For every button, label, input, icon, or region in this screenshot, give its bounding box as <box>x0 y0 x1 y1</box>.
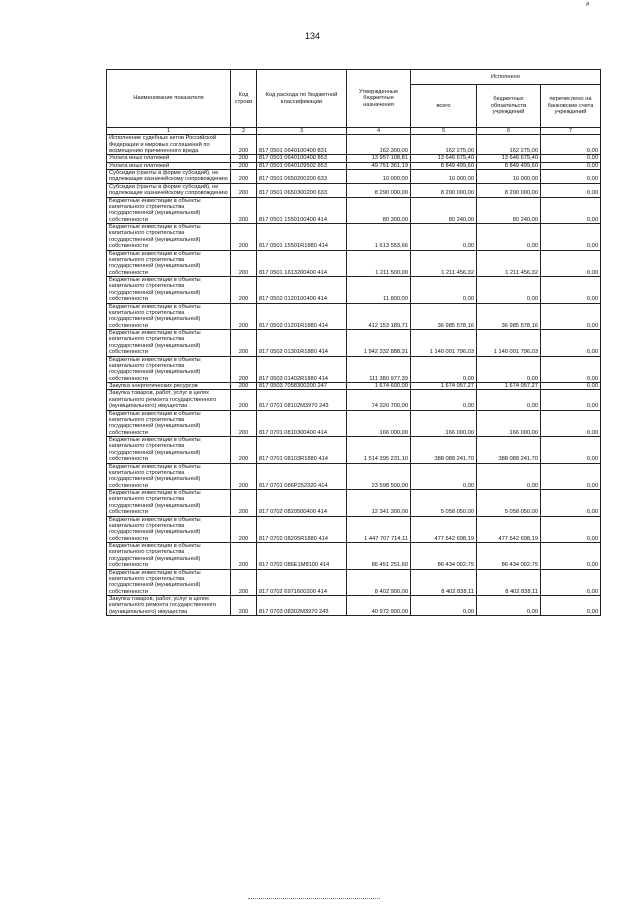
row-line-code: 200 <box>231 135 257 155</box>
row-approved-amount: 412 153 189,71 <box>347 303 411 330</box>
row-executed-transferred: 0,00 <box>541 356 601 383</box>
row-line-code: 200 <box>231 303 257 330</box>
table-row <box>107 490 601 517</box>
table-row <box>107 383 601 390</box>
row-executed-total: 388 088 241,70 <box>411 437 477 464</box>
row-executed-transferred: 0,00 <box>541 383 601 390</box>
header-approved: Утвержденные бюджетные назначения <box>347 70 411 128</box>
row-executed-obligations: 13 646 675,40 <box>477 155 541 162</box>
row-name: Закупка товаров, работ, услуг в целях капитального ремонта государственного (муниципального) имущества <box>107 390 231 410</box>
row-executed-total: 0,00 <box>411 277 477 304</box>
row-executed-obligations: 0,00 <box>477 463 541 490</box>
row-classification-code: 817 0502 0120100400 414 <box>257 277 347 304</box>
table-row <box>107 170 601 184</box>
row-executed-total: 0,00 <box>411 596 477 616</box>
table-body <box>107 135 601 616</box>
row-name: Уплата иных платежей <box>107 162 231 169</box>
column-number: 3 <box>257 128 347 135</box>
row-executed-transferred: 0,00 <box>541 250 601 277</box>
row-line-code: 200 <box>231 410 257 437</box>
row-executed-total: 166 000,00 <box>411 410 477 437</box>
row-executed-obligations: 8 290 000,00 <box>477 183 541 197</box>
row-name: Бюджетные инвестиции в объекты капитального строительства государственной (муниципальной) собственности <box>107 303 231 330</box>
table-row <box>107 303 601 330</box>
row-executed-transferred: 0,00 <box>541 277 601 304</box>
table-row <box>107 569 601 596</box>
table-row <box>107 135 601 155</box>
row-executed-total: 8 402 838,11 <box>411 569 477 596</box>
row-executed-total: 36 985 578,16 <box>411 303 477 330</box>
scan-artifact-line <box>248 898 380 899</box>
row-classification-code: 817 0501 1613200400 414 <box>257 250 347 277</box>
row-executed-transferred: 0,00 <box>541 410 601 437</box>
row-executed-transferred: 0,00 <box>541 490 601 517</box>
row-line-code: 200 <box>231 162 257 169</box>
row-name: Бюджетные инвестиции в объекты капитального строительства государственной (муниципальной) собственности <box>107 516 231 543</box>
row-approved-amount: 13 957 108,81 <box>347 155 411 162</box>
header-total: всего <box>411 85 477 128</box>
header-line-code: Код строки <box>231 70 257 128</box>
row-classification-code: 817 0701 0810300400 414 <box>257 410 347 437</box>
table-row <box>107 162 601 169</box>
row-line-code: 200 <box>231 183 257 197</box>
row-name: Бюджетные инвестиции в объекты капитального строительства государственной (муниципальной) собственности <box>107 277 231 304</box>
table-row <box>107 183 601 197</box>
row-classification-code: 817 0501 0640100400 853 <box>257 155 347 162</box>
row-executed-transferred: 0,00 <box>541 155 601 162</box>
column-number: 4 <box>347 128 411 135</box>
row-line-code: 200 <box>231 356 257 383</box>
row-executed-total: 5 058 050,00 <box>411 490 477 517</box>
row-line-code: 200 <box>231 170 257 184</box>
row-name: Закупка товаров, работ, услуг в целях капитального ремонта государственного (муниципального) имущества <box>107 596 231 616</box>
row-name: Бюджетные инвестиции в объекты капитального строительства государственной (муниципальной) собственности <box>107 437 231 464</box>
row-line-code: 200 <box>231 463 257 490</box>
row-executed-total: 0,00 <box>411 463 477 490</box>
row-executed-obligations: 477 542 698,19 <box>477 516 541 543</box>
row-executed-total: 10 000,00 <box>411 170 477 184</box>
page-number: 134 <box>304 31 321 41</box>
row-executed-total: 1 140 001 796,03 <box>411 330 477 357</box>
row-executed-obligations: 0,00 <box>477 596 541 616</box>
row-executed-transferred: 0,00 <box>541 463 601 490</box>
row-approved-amount: 8 290 000,00 <box>347 183 411 197</box>
table-row <box>107 390 601 410</box>
row-executed-total: 86 434 002,75 <box>411 543 477 570</box>
row-executed-total: 8 849 499,60 <box>411 162 477 169</box>
row-name: Бюджетные инвестиции в объекты капитального строительства государственной (муниципальной) собственности <box>107 569 231 596</box>
row-executed-total: 0,00 <box>411 390 477 410</box>
row-executed-total: 1 211 456,32 <box>411 250 477 277</box>
row-approved-amount: 74 320 700,00 <box>347 390 411 410</box>
row-executed-obligations: 10 000,00 <box>477 170 541 184</box>
row-classification-code: 817 0503 01402R1880 414 <box>257 356 347 383</box>
row-name: Бюджетные инвестиции в объекты капитального строительства государственной (муниципальной) собственности <box>107 463 231 490</box>
row-approved-amount: 166 000,00 <box>347 410 411 437</box>
row-line-code: 200 <box>231 437 257 464</box>
row-name: Бюджетные инвестиции в объекты капитального строительства государственной (муниципальной) собственности <box>107 330 231 357</box>
row-executed-obligations: 5 058 050,00 <box>477 490 541 517</box>
row-approved-amount: 40 972 900,00 <box>347 596 411 616</box>
row-executed-transferred: 0,00 <box>541 183 601 197</box>
row-executed-total: 0,00 <box>411 356 477 383</box>
row-line-code: 200 <box>231 250 257 277</box>
row-executed-total: 0,00 <box>411 224 477 251</box>
row-line-code: 200 <box>231 543 257 570</box>
column-number: 7 <box>541 128 601 135</box>
row-classification-code: 817 0702 08205R1880 414 <box>257 516 347 543</box>
row-approved-amount: 23 598 500,00 <box>347 463 411 490</box>
row-executed-transferred: 0,00 <box>541 596 601 616</box>
row-classification-code: 817 0501 0650300200 633 <box>257 183 347 197</box>
table-row <box>107 224 601 251</box>
row-approved-amount: 1 613 553,66 <box>347 224 411 251</box>
table-row <box>107 463 601 490</box>
row-line-code: 200 <box>231 277 257 304</box>
corner-mark: # <box>586 2 590 8</box>
row-executed-transferred: 0,00 <box>541 569 601 596</box>
row-classification-code: 817 0702 086E1M8100 414 <box>257 543 347 570</box>
row-classification-code: 817 0503 7058300200 247 <box>257 383 347 390</box>
table-row <box>107 596 601 616</box>
row-executed-obligations: 80 240,00 <box>477 197 541 224</box>
row-executed-obligations: 36 985 578,16 <box>477 303 541 330</box>
row-line-code: 200 <box>231 490 257 517</box>
row-classification-code: 817 0501 0640109502 853 <box>257 162 347 169</box>
header-classification: Код расхода по бюджетной классификации <box>257 70 347 128</box>
row-approved-amount: 1 211 500,00 <box>347 250 411 277</box>
row-executed-transferred: 0,00 <box>541 437 601 464</box>
column-number: 2 <box>231 128 257 135</box>
row-executed-transferred: 0,00 <box>541 543 601 570</box>
header-bank-accounts: перечислено на банковские счета учреждений <box>541 85 601 128</box>
row-executed-obligations: 0,00 <box>477 224 541 251</box>
row-approved-amount: 86 451 251,60 <box>347 543 411 570</box>
row-name: Закупка энергетических ресурсов <box>107 383 231 390</box>
row-executed-total: 13 646 675,40 <box>411 155 477 162</box>
row-classification-code: 817 0501 15501R1880 414 <box>257 224 347 251</box>
row-name: Бюджетные инвестиции в объекты капитального строительства государственной (муниципальной) собственности <box>107 356 231 383</box>
row-executed-obligations: 166 000,00 <box>477 410 541 437</box>
row-approved-amount: 162 300,00 <box>347 135 411 155</box>
row-executed-transferred: 0,00 <box>541 170 601 184</box>
row-name: Бюджетные инвестиции в объекты капитального строительства государственной (муниципальной) собственности <box>107 250 231 277</box>
row-executed-obligations: 0,00 <box>477 277 541 304</box>
row-executed-obligations: 1 140 001 796,03 <box>477 330 541 357</box>
table-row <box>107 437 601 464</box>
row-approved-amount: 1 447 707 714,11 <box>347 516 411 543</box>
row-executed-obligations: 8 849 499,60 <box>477 162 541 169</box>
row-executed-transferred: 0,00 <box>541 162 601 169</box>
row-classification-code: 817 0502 01301R1880 414 <box>257 330 347 357</box>
row-line-code: 200 <box>231 596 257 616</box>
row-line-code: 200 <box>231 155 257 162</box>
row-approved-amount: 10 000,00 <box>347 170 411 184</box>
header-executed: Исполнено <box>411 70 601 85</box>
row-executed-obligations: 8 402 838,11 <box>477 569 541 596</box>
row-name: Бюджетные инвестиции в объекты капитального строительства государственной (муниципальной) собственности <box>107 543 231 570</box>
row-executed-total: 8 290 000,00 <box>411 183 477 197</box>
row-executed-obligations: 388 088 241,70 <box>477 437 541 464</box>
row-name: Бюджетные инвестиции в объекты капитального строительства государственной (муниципальной) собственности <box>107 224 231 251</box>
row-approved-amount: 1 942 332 888,31 <box>347 330 411 357</box>
row-executed-obligations: 86 434 002,75 <box>477 543 541 570</box>
row-line-code: 200 <box>231 569 257 596</box>
row-executed-transferred: 0,00 <box>541 197 601 224</box>
row-executed-obligations: 1 674 057,27 <box>477 383 541 390</box>
row-name: Бюджетные инвестиции в объекты капитального строительства государственной (муниципальной) собственности <box>107 410 231 437</box>
row-executed-transferred: 0,00 <box>541 390 601 410</box>
row-executed-transferred: 0,00 <box>541 516 601 543</box>
column-number: 5 <box>411 128 477 135</box>
row-executed-total: 477 542 698,19 <box>411 516 477 543</box>
table-row <box>107 197 601 224</box>
row-approved-amount: 111 380 977,39 <box>347 356 411 383</box>
row-approved-amount: 1 514 395 231,10 <box>347 437 411 464</box>
row-classification-code: 817 0502 01201R1880 414 <box>257 303 347 330</box>
table-row <box>107 330 601 357</box>
row-classification-code: 817 0702 6971600200 414 <box>257 569 347 596</box>
budget-execution-table <box>106 69 601 616</box>
row-approved-amount: 80 300,00 <box>347 197 411 224</box>
row-classification-code: 817 0701 086P252320 414 <box>257 463 347 490</box>
table-row <box>107 410 601 437</box>
header-obligations: бюджетных обязательств учреждений <box>477 85 541 128</box>
row-executed-transferred: 0,00 <box>541 330 601 357</box>
row-classification-code: 817 0701 08102М3970 243 <box>257 390 347 410</box>
header-name: Наименование показателя <box>107 70 231 128</box>
row-executed-obligations: 0,00 <box>477 356 541 383</box>
row-executed-obligations: 1 211 456,32 <box>477 250 541 277</box>
column-number: 1 <box>107 128 231 135</box>
row-executed-transferred: 0,00 <box>541 303 601 330</box>
row-approved-amount: 1 674 600,00 <box>347 383 411 390</box>
row-classification-code: 817 0501 0650200200 633 <box>257 170 347 184</box>
row-name: Бюджетные инвестиции в объекты капитального строительства государственной (муниципальной) собственности <box>107 490 231 517</box>
row-executed-transferred: 0,00 <box>541 135 601 155</box>
table-row <box>107 250 601 277</box>
row-name: Уплата иных платежей <box>107 155 231 162</box>
row-executed-transferred: 0,00 <box>541 224 601 251</box>
row-executed-obligations: 0,00 <box>477 390 541 410</box>
row-line-code: 200 <box>231 197 257 224</box>
row-classification-code: 817 0501 0640100400 831 <box>257 135 347 155</box>
row-name: Исполнение судебных актов Российской Федерации и мировых соглашений по возмещению причиненного вреда <box>107 135 231 155</box>
row-line-code: 200 <box>231 383 257 390</box>
row-classification-code: 817 0702 0820500400 414 <box>257 490 347 517</box>
row-executed-total: 162 275,00 <box>411 135 477 155</box>
row-executed-obligations: 162 275,00 <box>477 135 541 155</box>
row-line-code: 200 <box>231 390 257 410</box>
row-name: Бюджетные инвестиции в объекты капитального строительства государственной (муниципальной) собственности <box>107 197 231 224</box>
row-classification-code: 817 0701 08103R1880 414 <box>257 437 347 464</box>
table-row <box>107 277 601 304</box>
row-executed-total: 1 674 057,27 <box>411 383 477 390</box>
column-number: 6 <box>477 128 541 135</box>
row-line-code: 200 <box>231 224 257 251</box>
table-row <box>107 543 601 570</box>
row-executed-total: 80 240,00 <box>411 197 477 224</box>
row-approved-amount: 11 800,00 <box>347 277 411 304</box>
row-approved-amount: 49 751 361,19 <box>347 162 411 169</box>
table-row <box>107 516 601 543</box>
row-line-code: 200 <box>231 516 257 543</box>
table-row <box>107 356 601 383</box>
row-classification-code: 817 0501 1550100400 414 <box>257 197 347 224</box>
row-classification-code: 817 0703 08302М3970 243 <box>257 596 347 616</box>
row-approved-amount: 12 341 300,00 <box>347 490 411 517</box>
row-approved-amount: 8 402 900,00 <box>347 569 411 596</box>
row-line-code: 200 <box>231 330 257 357</box>
row-name: Субсидии (гранты в форме субсидий), не подлежащие казначейскому сопровождению <box>107 183 231 197</box>
row-name: Субсидии (гранты в форме субсидий), не подлежащие казначейскому сопровождению <box>107 170 231 184</box>
table-row <box>107 155 601 162</box>
